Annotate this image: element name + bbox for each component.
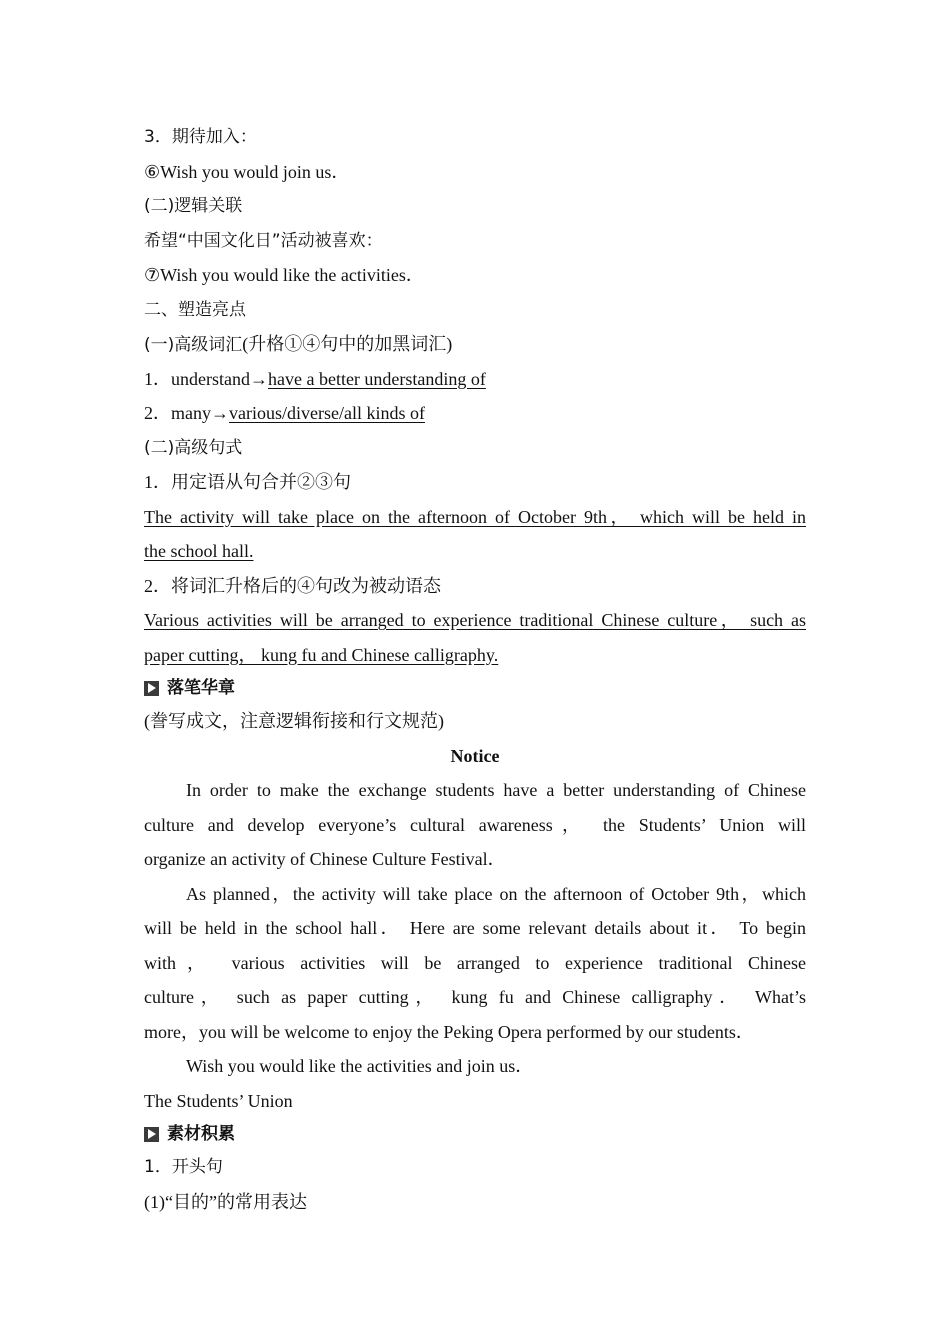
syntax-answer-1-line-1 [144,500,806,535]
play-marker-icon [144,681,159,696]
heading-advanced-vocab [144,327,806,362]
syntax-answer-2-text-a: Various activities will be arranged to experience traditional Chinese culture， such as [144,610,806,630]
section-title-materials: 素材积累 [167,1124,235,1144]
syntax-answer-1-text-a: The activity will take place on the afternoon of October 9th， which will be held in [144,506,806,527]
materials-item-purpose: (1)“目的”的常用表达 [144,1191,307,1212]
advanced-vocab-note: (升格①④句中的加黑词汇) [242,334,453,354]
document-page [144,120,806,1219]
syntax-answer-2-text-b: paper cutting， kung fu and Chinese calligraphy. [144,644,499,665]
essay-p2-line-4: culture， such as paper cutting， kung fu and Chinese calligraphy． What’s [144,987,806,1007]
vocab-item-2-answer: various/diverse/all kinds of [229,403,425,423]
essay-p3: Wish you would like the activities and join us． [186,1056,534,1076]
vocab-item-1-answer: have a better understanding of [267,368,486,389]
syntax-answer-2-line-2 [144,638,806,673]
writing-instruction: (誊写成文，注意逻辑衔接和行文规范) [144,711,444,731]
essay-p2-line-5: more，you will be welcome to enjoy the Peking Opera performed by our students． [144,1021,754,1042]
essay-title: Notice [450,745,500,766]
vocab-item-1 [144,362,806,397]
heading-logic-link: (二)逻辑关联 [144,196,243,216]
syntax-task-1: 1．用定语从句合并②③句 [144,472,351,492]
heading-hope-liked: 希望“中国文化日”活动被喜欢： [144,230,383,251]
section-header-writing [144,672,806,704]
section-header-materials [144,1118,806,1150]
essay-p1-line-1: In order to make the exchange students have a better understanding of Chinese [186,780,806,800]
vocab-item-2-prefix: 2．many→ [144,403,229,423]
essay-p2-line-3: with， various activities will be arranged to experience traditional Chinese [144,952,806,973]
syntax-answer-1-text-b: the school hall. [144,541,254,561]
sentence-6: ⑥Wish you would join us． [144,161,350,182]
section-title-writing: 落笔华章 [167,678,235,698]
essay-signature: The Students’ Union [144,1090,293,1111]
sentence-7: ⑦Wish you would like the activities． [144,265,424,285]
syntax-answer-2-line-1 [144,603,806,638]
advanced-vocab-label: (一)高级词汇 [144,335,243,355]
essay-p2-line-1: As planned，the activity will take place on the afternoon of October 9th，which [186,883,806,904]
heading-highlights: 二、塑造亮点 [144,299,246,320]
materials-item-opening: 1．开头句 [144,1157,223,1177]
essay-p2-line-2: will be held in the school hall． Here are some relevant details about it． To begin [144,918,806,938]
heading-advanced-syntax: (二)高级句式 [144,437,243,458]
essay-p1-line-2: culture and develop everyone’s cultural awareness， the Students’ Union will [144,814,806,835]
syntax-task-2: 2．将词汇升格后的④句改为被动语态 [144,575,441,596]
vocab-item-2 [144,396,806,431]
play-marker-icon [144,1127,159,1142]
syntax-answer-1-line-2 [144,534,806,569]
heading-expect-join: 3．期待加入： [144,127,257,147]
vocab-item-1-prefix: 1．understand→ [144,368,268,389]
essay-p1-line-3: organize an activity of Chinese Culture Festival． [144,849,506,869]
